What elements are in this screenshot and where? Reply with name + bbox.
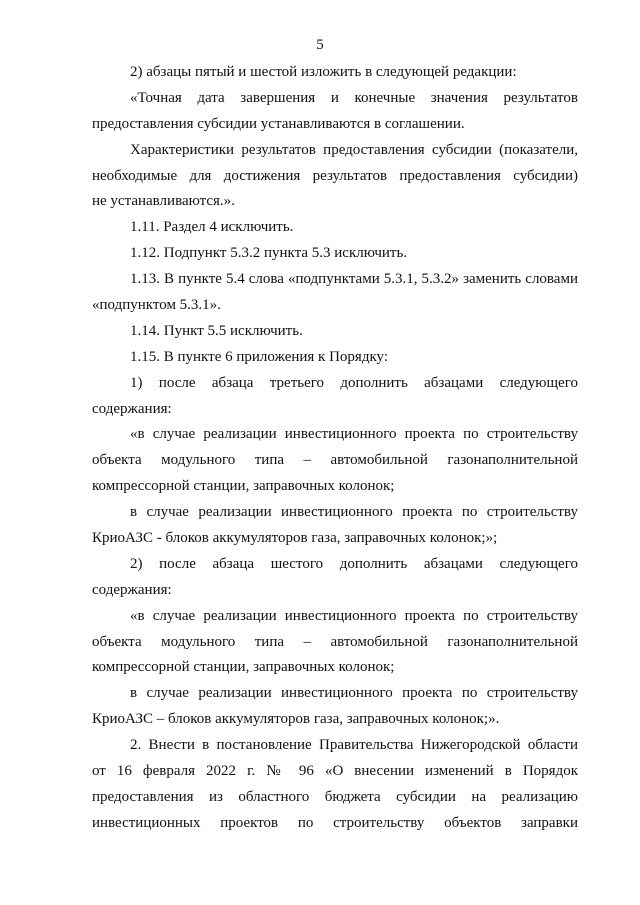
text-line: содержания: bbox=[92, 581, 172, 598]
text-line: в случае реализации инвестиционного проекта по строительству bbox=[130, 685, 578, 702]
text-line: «в случае реализации инвестиционного проекта по строительству bbox=[130, 426, 578, 443]
page-number: 5 bbox=[316, 37, 324, 53]
text-line: 1.11. Раздел 4 исключить. bbox=[130, 219, 294, 236]
text-line: от 16 февраля 2022 г. № 96 «О внесении изменений в Порядок bbox=[92, 763, 578, 780]
text-line: КриоАЗС – блоков аккумуляторов газа, заправочных колонок;». bbox=[92, 711, 500, 728]
text-line: 1.14. Пункт 5.5 исключить. bbox=[130, 322, 303, 339]
text-line: 2) после абзаца шестого дополнить абзацами следующего bbox=[130, 555, 578, 572]
text-line: предоставления субсидии устанавливаются в соглашении. bbox=[92, 115, 465, 132]
text-line: компрессорной станции, заправочных колонок; bbox=[92, 659, 395, 676]
text-line: 1.15. В пункте 6 приложения к Порядку: bbox=[130, 348, 389, 365]
text-line: КриоАЗС - блоков аккумуляторов газа, заправочных колонок;»; bbox=[92, 530, 498, 547]
text-line: компрессорной станции, заправочных колонок; bbox=[92, 478, 395, 495]
text-line: 1.12. Подпункт 5.3.2 пункта 5.3 исключить. bbox=[130, 245, 408, 262]
document-body bbox=[92, 60, 578, 837]
text-line: 2. Внести в постановление Правительства Нижегородской области bbox=[130, 737, 578, 754]
text-line: не устанавливаются.». bbox=[92, 193, 235, 210]
text-line: объекта модульного типа – автомобильной газонаполнительной bbox=[92, 452, 578, 469]
text-line: 1.13. В пункте 5.4 слова «подпунктами 5.3.1, 5.3.2» заменить словами bbox=[130, 271, 578, 288]
text-line: «в случае реализации инвестиционного проекта по строительству bbox=[130, 607, 578, 624]
text-line: в случае реализации инвестиционного проекта по строительству bbox=[130, 504, 578, 521]
text-line: инвестиционных проектов по строительству объектов заправки bbox=[92, 814, 578, 831]
text-line: предоставления из областного бюджета субсидии на реализацию bbox=[92, 788, 578, 805]
text-line: Характеристики результатов предоставления субсидии (показатели, bbox=[130, 141, 578, 158]
text-line: 1) после абзаца третьего дополнить абзацами следующего bbox=[130, 374, 578, 391]
text-line: 2) абзацы пятый и шестой изложить в следующей редакции: bbox=[130, 64, 517, 80]
text-line: «подпунктом 5.3.1». bbox=[92, 297, 221, 314]
text-line: необходимые для достижения результатов предоставления субсидии) bbox=[92, 167, 578, 184]
text-line: «Точная дата завершения и конечные значения результатов bbox=[130, 89, 578, 106]
text-line: объекта модульного типа – автомобильной газонаполнительной bbox=[92, 633, 578, 650]
text-line: содержания: bbox=[92, 400, 172, 417]
